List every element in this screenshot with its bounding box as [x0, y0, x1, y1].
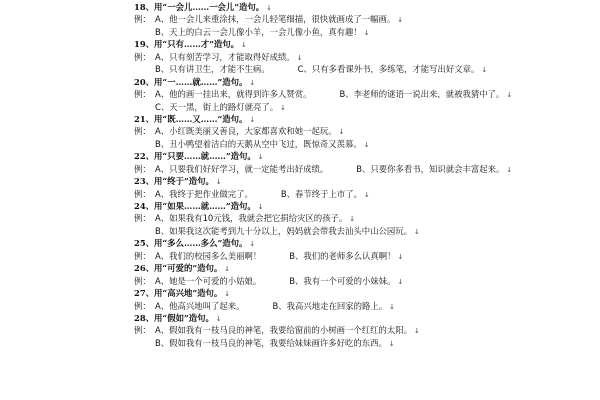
question-text: 24、用“如果……就……”造句。 [134, 201, 256, 211]
example-label: 例： [134, 188, 151, 199]
example-line [134, 138, 464, 150]
example-sentence-b: B、只有讲卫生，才能不生病。 [155, 64, 270, 75]
paragraph-mark-icon: ↓ [363, 140, 370, 149]
example-sentence: A、只有刻苦学习，才能取得好成绩。 [155, 51, 295, 62]
example-sentence: C、天一黑，街上的路灯就亮了。 [155, 101, 279, 112]
example-sentence-b: B、李老师的谜语一说出来，就被我猜中了。 [339, 89, 505, 100]
paragraph-mark-icon: ↓ [349, 215, 356, 224]
paragraph-mark-icon: ↓ [414, 227, 420, 236]
paragraph-mark-icon: ↓ [397, 277, 404, 286]
example-label: 例： [134, 14, 151, 25]
question-text: 23、用“终于”造句。 [134, 176, 214, 187]
paragraph-mark-icon: ↓ [506, 91, 513, 100]
example-line [134, 188, 464, 200]
paragraph-mark-icon: ↓ [296, 53, 303, 62]
question-heading [134, 150, 464, 162]
example-label: 例： [134, 275, 151, 286]
question-text: 27、用“高兴地”造句。 [134, 288, 223, 299]
example-sentence-b: B、只要你多看书，知识就会丰富起来。 [356, 163, 505, 174]
example-label: 例： [134, 213, 151, 224]
question-text: 26、用“可爱的”造句。 [134, 263, 223, 274]
example-label: 例： [134, 89, 151, 100]
example-sentence-b: B、春节终于上市了。 [280, 188, 362, 199]
question-text: 20、用“一……就……”造句。 [134, 76, 248, 87]
example-line [134, 337, 464, 349]
question-heading [134, 262, 464, 274]
paragraph-mark-icon: ↓ [241, 41, 247, 50]
example-sentence-a: A、他的画一挂出来，就得到许多人赞赏。 [155, 89, 312, 100]
paragraph-mark-icon: ↓ [506, 165, 513, 174]
example-line [134, 13, 464, 25]
example-sentence: A、如果我有10元钱，我就会把它捐给灾区的孩子。 [155, 213, 348, 224]
example-line [134, 88, 513, 100]
example-sentence: B、如果我这次能考到九十分以上，妈妈就会带我去汕头中山公园玩。 [155, 225, 412, 236]
example-line [134, 300, 464, 312]
example-sentence-b: B、我高兴地走在回家的路上。 [272, 300, 388, 311]
example-sentence: B、天上的白云一会儿像小羊，一会儿像小鱼，真有趣！ [155, 26, 362, 37]
example-sentence-a: A、我们的校园多么美丽啊！ [155, 250, 262, 261]
paragraph-mark-icon: ↓ [224, 290, 231, 299]
paragraph-mark-icon: ↓ [338, 128, 345, 137]
question-heading [134, 38, 464, 50]
paragraph-mark-icon: ↓ [389, 302, 395, 311]
example-line [134, 125, 464, 137]
example-line [134, 163, 513, 175]
paragraph-mark-icon: ↓ [215, 178, 222, 187]
paragraph-mark-icon: ↓ [413, 327, 420, 336]
paragraph-mark-icon: ↓ [257, 203, 264, 211]
example-sentence: B、丑小鸭望着洁白的天鹅从空中飞过，既惊奇又羡慕。 [155, 138, 362, 149]
paragraph-mark-icon: ↓ [481, 66, 488, 75]
example-label: 例： [134, 126, 151, 137]
example-line [134, 63, 488, 75]
example-sentence-c: C、只有多看课外书，多练笔，才能写出好文章。 [297, 64, 480, 75]
example-line [134, 101, 464, 113]
question-text: 28、用“假如”造句。 [134, 312, 214, 323]
example-line [134, 324, 464, 336]
paragraph-mark-icon: ↓ [249, 115, 256, 124]
question-heading [134, 76, 464, 88]
example-label: 例： [134, 325, 151, 336]
paragraph-mark-icon: ↓ [280, 103, 286, 112]
paragraph-mark-icon: ↓ [363, 190, 370, 199]
example-sentence-b: B、我们的老师多么认真啊！ [289, 250, 396, 261]
example-sentence-a: A、他高兴地叫了起来。 [155, 300, 245, 311]
paragraph-mark-icon: ↓ [249, 78, 256, 87]
paragraph-mark-icon: ↓ [215, 314, 222, 323]
example-sentence: A、他一会儿来重涂抹，一会儿轻笔细描，很快就画成了一幅画。 [155, 14, 396, 25]
example-label: 例： [134, 51, 151, 62]
example-line [134, 275, 464, 287]
example-line [134, 51, 464, 63]
question-text: 25、用“多么……多么”造句。 [134, 238, 248, 249]
paragraph-mark-icon: ↓ [266, 4, 273, 12]
example-line [134, 212, 464, 224]
document-page [134, 1, 513, 349]
example-line [134, 26, 464, 38]
question-heading [134, 237, 464, 249]
question-heading [134, 113, 464, 125]
paragraph-mark-icon: ↓ [257, 153, 264, 162]
question-text: 18、用“一会儿……一会儿”造句。 [134, 2, 265, 12]
question-heading [134, 200, 464, 212]
example-sentence: A、假如我有一枝马良的神笔，我要给窗前的小树画一个红红的太阳。 [155, 325, 412, 336]
question-heading [134, 312, 464, 324]
example-line [134, 225, 464, 237]
example-sentence-b: B、我有一个可爱的小妹妹。 [289, 275, 396, 286]
example-sentence: B、假如我有一枝马良的神笔，我要给妹妹画许多好吃的东西。 [155, 337, 387, 348]
example-sentence-a: A、她是一个可爱的小姑娘。 [155, 275, 262, 286]
question-heading [134, 1, 464, 13]
example-label: 例： [134, 250, 151, 261]
question-text: 22、用“只要……就……”造句。 [134, 151, 256, 162]
paragraph-mark-icon: ↓ [397, 16, 404, 25]
paragraph-mark-icon: ↓ [249, 240, 256, 249]
example-line [134, 250, 464, 262]
paragraph-mark-icon: ↓ [224, 265, 231, 274]
example-sentence-a: A、只要我们好好学习，就一定能考出好成绩。 [155, 163, 329, 174]
question-text: 19、用“只有……才”造句。 [134, 39, 240, 50]
question-heading [134, 175, 464, 187]
example-label: 例： [134, 300, 151, 311]
paragraph-mark-icon: ↓ [388, 339, 395, 348]
paragraph-mark-icon: ↓ [363, 28, 370, 37]
paragraph-mark-icon: ↓ [397, 252, 404, 261]
example-label: 例： [134, 163, 151, 174]
question-text: 21、用“既……又……”造句。 [134, 113, 248, 124]
example-sentence: A、小红既美丽又善良，大家都喜欢和她一起玩。 [155, 126, 337, 137]
example-sentence-a: A、我终于把作业做完了。 [155, 188, 253, 199]
question-heading [134, 287, 464, 299]
